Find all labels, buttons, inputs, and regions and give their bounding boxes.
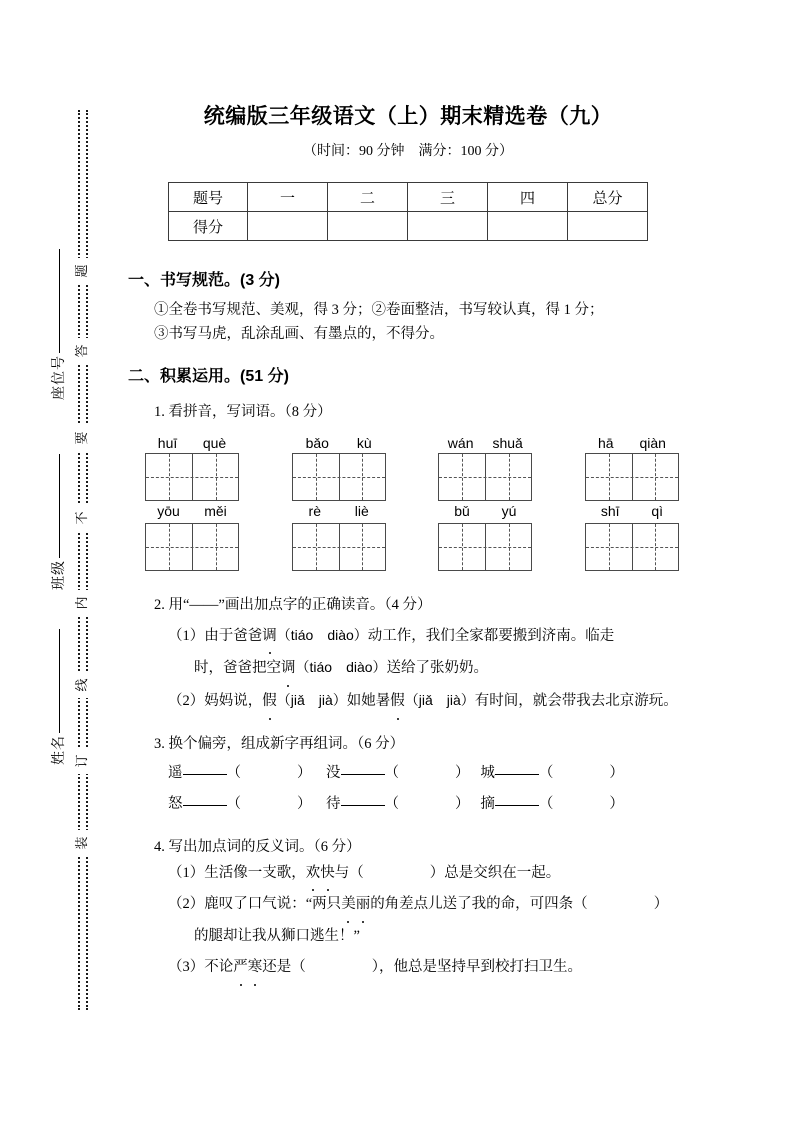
pinyin-2-above-0: wán: [447, 434, 474, 451]
q4-item3-seg1: 不论: [204, 959, 234, 976]
q3-r0-char1: 没: [326, 764, 341, 781]
q4-item1-seg1: 生活像一支歌，: [204, 864, 306, 881]
question-4-prompt: 4. 写出加点词的反义词。（6 分）: [154, 838, 361, 855]
score-table-row1-cell2[interactable]: [408, 212, 488, 241]
section-1-heading: 一、书写规范。(3 分): [128, 272, 281, 289]
score-table-row1-cell0[interactable]: [248, 212, 328, 241]
table-row: [169, 183, 648, 212]
pinyin-grid-row-bottom: [142, 523, 682, 571]
pinyin-1-above-1: kù: [356, 434, 372, 451]
pinyin-writing-block: [142, 433, 688, 571]
q4-item3-seg2: 还是（: [262, 959, 306, 976]
tianzige-2[interactable]: [438, 453, 532, 501]
tianzige-2-cell-1[interactable]: [485, 454, 531, 500]
field-student-name-rule[interactable]: [59, 629, 60, 733]
q2-item1-seg2: 动工作，我们全家都要搬到济南。临走: [367, 627, 615, 644]
table-row: [169, 212, 648, 241]
q3-r0-char0: 遥: [168, 764, 183, 781]
binding-note-char-0: 题: [69, 258, 95, 284]
field-class[interactable]: [48, 400, 68, 590]
pinyin-0-below-0: yōu: [157, 502, 180, 519]
pinyin-group-2-below: [438, 501, 532, 521]
pinyin-1-below-0: rè: [308, 502, 321, 519]
tianzige-3-cell-0[interactable]: [586, 454, 632, 500]
q3-r1-blank0[interactable]: [183, 805, 227, 806]
q3-r1-blank2[interactable]: [495, 805, 539, 806]
binding-note-char-4: 内: [69, 590, 95, 616]
q4-item3-seg3: ），他总是坚持早到校打扫卫生。: [371, 959, 582, 976]
q4-item1-no: （1）: [168, 864, 205, 881]
pinyin-3-below-0: shī: [600, 502, 620, 519]
tianzige-0-cell-0[interactable]: [146, 454, 192, 500]
pinyin-group-2-above: [438, 433, 532, 453]
q4-item1-dotword: 欢快: [306, 865, 335, 881]
tianzige-4[interactable]: [145, 523, 239, 571]
tianzige-4-cell-1[interactable]: [192, 524, 238, 570]
q4-item2-cont: 的腿却让我从狮口逃生！”: [194, 927, 360, 944]
pinyin-group-0-above: [145, 433, 239, 453]
tianzige-2-cell-0[interactable]: [439, 454, 485, 500]
question-2-item-2: [168, 687, 688, 716]
binding-note-char-5: 线: [69, 672, 95, 698]
q2-item1-paren1[interactable]: （tiáo diào）: [276, 626, 368, 643]
q3-r0-blank0[interactable]: [183, 774, 227, 775]
tianzige-6-cell-0[interactable]: [439, 524, 485, 570]
tianzige-5-cell-0[interactable]: [293, 524, 339, 570]
q4-item2-seg2: 的角差点儿送了我的命，可四条（: [370, 896, 588, 913]
pinyin-0-above-0: huī: [157, 434, 178, 451]
question-4-item-2-cont: [168, 923, 688, 951]
pinyin-2-below-0: bǔ: [454, 502, 470, 519]
q2-item1-seg4: 送给了张奶奶。: [386, 660, 489, 677]
paper-subtitle: （时间：90 分钟 满分：100 分）: [303, 144, 513, 159]
tianzige-7-cell-1[interactable]: [632, 524, 678, 570]
tianzige-1[interactable]: [292, 453, 386, 501]
question-1-prompt: 1. 看拼音，写词语。（8 分）: [154, 403, 332, 420]
q2-item2-paren2[interactable]: （jiǎ jià）: [404, 692, 475, 709]
q2-item2-seg3: 有时间，就会带我去北京游玩。: [474, 693, 678, 710]
pinyin-2-above-1: shuǎ: [492, 434, 523, 451]
pinyin-0-below-1: měi: [204, 502, 227, 519]
score-table-row0-cell3: 四: [488, 183, 568, 212]
pinyin-group-1: [289, 433, 389, 521]
tianzige-5[interactable]: [292, 523, 386, 571]
score-table-row1-cell3[interactable]: [488, 212, 568, 241]
q2-item1-dotchar-1: 调: [262, 623, 277, 651]
tianzige-3-cell-1[interactable]: [632, 454, 678, 500]
tianzige-4-cell-0[interactable]: [146, 524, 192, 570]
pinyin-3-below-1: qì: [651, 502, 664, 519]
binding-note-char-2: 要: [69, 425, 95, 451]
score-table-row1-cell1[interactable]: [328, 212, 408, 241]
pinyin-group-0-below: [145, 501, 239, 521]
field-class-label: 班级: [52, 560, 67, 590]
score-table-row0-cell4: 总分: [568, 183, 648, 212]
pinyin-1-above-0: bǎo: [305, 434, 329, 451]
section-2-heading: 二、积累运用。(51 分): [128, 367, 289, 385]
q2-item1-paren2[interactable]: （tiáo diào）: [295, 659, 387, 676]
pinyin-0-above-1: què: [202, 434, 227, 451]
q3-r1-char0: 怒: [168, 795, 183, 812]
question-2-prompt: 2. 用“——”画出加点字的正确读音。（4 分）: [154, 596, 432, 613]
binding-note-char-1: 答: [69, 338, 95, 364]
pinyin-group-3-above: [585, 433, 679, 453]
pinyin-group-2: [435, 433, 535, 521]
pinyin-group-3-below: [585, 501, 679, 521]
pinyin-group-6: [435, 523, 535, 571]
pinyin-2-below-1: yú: [501, 502, 517, 519]
field-seat-number-rule[interactable]: [59, 249, 60, 353]
tianzige-7-cell-0[interactable]: [586, 524, 632, 570]
score-table-row0-header: 题号: [169, 183, 248, 212]
binding-dotted-line-left: [78, 110, 80, 1010]
q4-item2-dotword: 美丽: [341, 896, 370, 912]
q4-item3-no: （3）: [168, 959, 205, 976]
tianzige-0-cell-1[interactable]: [192, 454, 238, 500]
q2-item2-dotchar-2: 假: [390, 688, 405, 716]
q4-item3-dotword: 严寒: [233, 959, 262, 975]
section-1-line-1: ③书写马虎，乱涂乱画、有墨点的，不得分。: [154, 326, 444, 343]
score-table-row0-cell1: 二: [328, 183, 408, 212]
tianzige-1-cell-0[interactable]: [293, 454, 339, 500]
question-2-item-1: [168, 622, 688, 651]
question-4-item-1: [168, 860, 688, 888]
pinyin-group-1-below: [292, 501, 386, 521]
pinyin-3-above-0: hā: [597, 434, 614, 451]
score-table-row0-cell0: 一: [248, 183, 328, 212]
score-table: [168, 182, 648, 241]
question-3-prompt: 3. 换个偏旁，组成新字再组词。（6 分）: [154, 735, 405, 752]
binding-note-char-3: 不: [69, 505, 95, 531]
paper-content: [128, 0, 688, 982]
binding-dotted-line-right: [86, 110, 88, 1010]
question-3-row-0: 遥 （ ） 没 （ ） 城 （ ）: [168, 764, 624, 781]
q2-item2-dotchar-1: 假: [262, 688, 277, 716]
tianzige-5-cell-1[interactable]: [339, 524, 385, 570]
pinyin-grid-row-top: [142, 433, 682, 521]
q2-item2-no: （2）: [168, 693, 205, 710]
field-class-rule[interactable]: [59, 454, 60, 558]
binding-note-char-6: 订: [69, 748, 95, 774]
tianzige-6[interactable]: [438, 523, 532, 571]
question-2-item-1-cont: [168, 654, 688, 683]
pinyin-group-1-above: [292, 433, 386, 453]
tianzige-3[interactable]: [585, 453, 679, 501]
pinyin-group-4: [142, 523, 242, 571]
score-table-row0-cell2: 三: [408, 183, 488, 212]
q2-item1-seg3: 时，爸爸把空: [194, 660, 281, 677]
question-4-item-3: [168, 954, 688, 982]
q3-r0-blank1[interactable]: [341, 774, 385, 775]
pinyin-group-7: [582, 523, 682, 571]
binding-margin: [0, 0, 130, 1122]
tianzige-0[interactable]: [145, 453, 239, 501]
q2-item2-paren1[interactable]: （jiǎ jià）: [276, 692, 347, 709]
field-seat-number[interactable]: [48, 210, 68, 400]
q4-item2-seg1: 鹿叹了口气说：“两只: [204, 896, 342, 913]
field-student-name-label: 姓名: [52, 735, 67, 765]
q3-r1-char2: 摘: [480, 795, 495, 812]
score-table-row1-cell4[interactable]: [568, 212, 648, 241]
pinyin-1-below-1: liè: [354, 502, 369, 519]
q3-r1-blank1[interactable]: [341, 805, 385, 806]
question-3-row-1: 怒 （ ） 待 （ ） 摘 （ ）: [168, 795, 624, 812]
field-student-name[interactable]: [48, 575, 68, 765]
q2-item2-seg1: 妈妈说，: [204, 693, 263, 710]
pinyin-group-0: [142, 433, 242, 521]
q3-r0-blank2[interactable]: [495, 774, 539, 775]
q2-item1-no: （1）: [168, 627, 205, 644]
q2-item2-seg2: 如她暑: [346, 693, 391, 710]
score-table-row1-header: 得分: [169, 212, 248, 241]
pinyin-group-3: [582, 433, 682, 521]
q2-item1-seg1: 由于爸爸: [204, 627, 263, 644]
tianzige-1-cell-1[interactable]: [339, 454, 385, 500]
q3-r1-char1: 待: [326, 795, 341, 812]
tianzige-7[interactable]: [585, 523, 679, 571]
pinyin-3-above-1: qiàn: [639, 434, 666, 451]
q2-item1-dotchar-2: 调: [281, 655, 296, 683]
field-seat-number-label: 座位号: [52, 355, 67, 400]
q4-item2-seg3: ）: [653, 896, 669, 913]
q3-r0-char2: 城: [480, 764, 495, 781]
q4-item1-seg2: 与（: [334, 864, 364, 881]
question-4-item-2: [168, 891, 688, 919]
q4-item1-seg3: ）总是交织在一起。: [429, 864, 561, 881]
pinyin-group-5: [289, 523, 389, 571]
section-1-line-0: ①全卷书写规范、美观，得 3 分；②卷面整洁，书写较认真，得 1 分；: [154, 302, 604, 318]
page-title: 统编版三年级语文（上）期末精选卷（九）: [203, 105, 613, 128]
tianzige-6-cell-1[interactable]: [485, 524, 531, 570]
q4-item2-no: （2）: [168, 896, 205, 913]
binding-note-char-7: 装: [69, 830, 95, 856]
